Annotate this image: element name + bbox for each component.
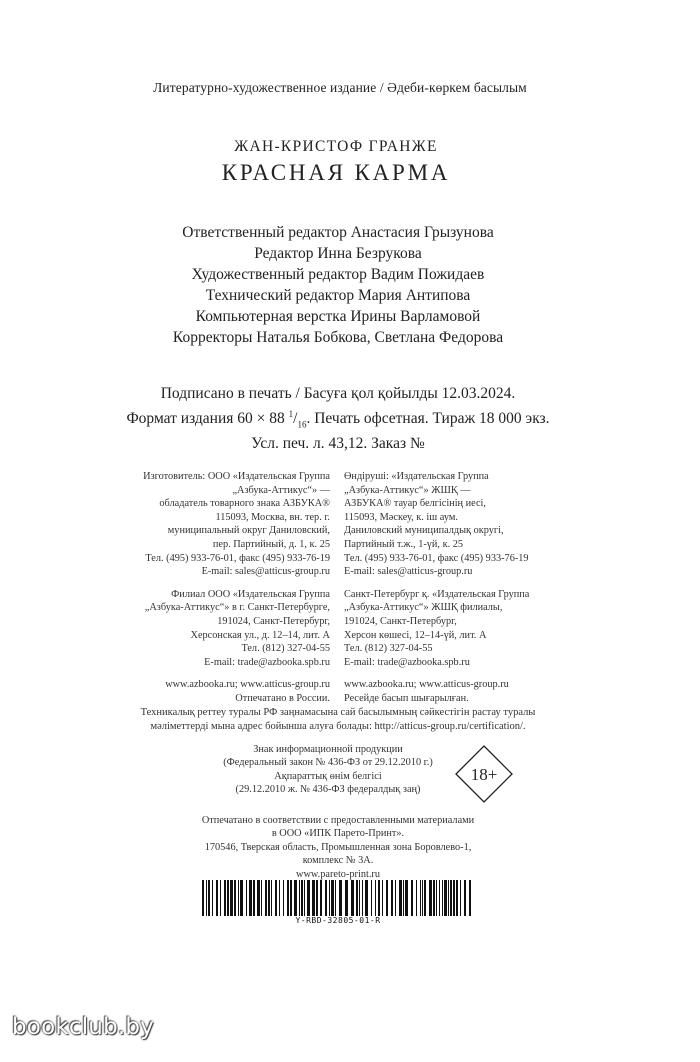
publisher-block-kz: Өндіруші: «Издательская Группа „Азбука-Аттикус“» ЖШҚ — АЗБУКА® тауар белгісінің иесі, 115093, Мәскеу, к. іш аум. Даниловский муниципалдық округі, Партийный т.ж., 1-үй, к. 25 Тел. (495) 933-76-01, факс (495) 933-76-19 E-mail: sales@atticus-group.ru Санкт-Петербург қ. «Издательская Группа „Азбука-Аттикус“» ЖШҚ филиалы, 191024, Санкт-Петербург, Херсон көшесі, 12–14-үй, лит. А Тел. (812) 327-04-55 E-mail: trade@azbooka.spb.ru www.azbooka.ru; www.atticus-group.ru Ресейде басып шығарылған.	[344, 471, 530, 704]
editorial-credits	[0, 222, 676, 348]
credit-line: Редактор Инна Безрукова	[254, 245, 422, 262]
credit-line: Корректоры Наталья Бобкова, Светлана Федорова	[172, 329, 504, 346]
credit-line: Ответственный редактор Анастасия Грызунова	[182, 224, 494, 241]
order-line: Усл. печ. л. 43,12. Заказ №	[251, 435, 425, 453]
tech-regulation-note: Техникалық реттеу туралы РФ заңнамасына сай басылымның сәйкестігін растау туралы мәліметтерді мына адрес бойынша алуға болады: http://atticus-group.ru/certification/.	[140, 707, 536, 732]
signed-line: Подписано в печать / Басуға қол қойылды 12.03.2024.	[160, 385, 516, 402]
genre-line: Литературно-художественное издание / Әдеби-көркем басылым	[153, 80, 527, 95]
barcode-icon	[202, 880, 474, 916]
book-title: КРАСНАЯ КАРМА	[221, 160, 451, 185]
credit-line: Художественный редактор Вадим Пожидаев	[191, 266, 485, 283]
credit-line: Технический редактор Мария Антипова	[205, 287, 471, 304]
watermark: bookclub.by	[12, 1014, 154, 1040]
author-name: ЖАН-КРИСТОФ ГРАНЖЕ	[234, 138, 438, 155]
credit-line: Компьютерная верстка Ирины Варламовой	[195, 308, 481, 325]
barcode-code: Y-RBD-32805-01-R	[295, 916, 381, 925]
production-info: Отпечатано в соответствии с предоставленными материалами в ООО «ИПК Парето-Принт». 170546, Тверская область, Промышленная зона Боровлево-1, комплекс № 3А. www.pareto-print.ru	[201, 815, 475, 880]
format-line: Формат издания 60 × 88 $^1/_{16}$. Печать офсетная. Тираж 18 000 экз.	[126, 409, 550, 430]
print-details	[0, 384, 676, 454]
publisher-block-ru: Изготовитель: ООО «Издательская Группа „Азбука-Аттикус“» — обладатель товарного знака АЗБУКА® 115093, Москва, вн. тер. г. муниципальный округ Даниловский, пер. Партийный, д. 1, к. 25 Тел. (495) 933-76-01, факс (495) 933-76-19 E-mail: sales@atticus-group.ru Филиал ООО «Издательская Группа „Азбука-Аттикус“» в г. Санкт-Петербурге, 191024, Санкт-Петербург, Херсонская ул., д. 12–14, лит. А Тел. (812) 327-04-55 E-mail: trade@azbooka.spb.ru www.azbooka.ru; www.atticus-group.ru Отпечатано в России.	[143, 471, 330, 704]
info-product-mark: Знак информационной продукции (Федеральный закон № 436-ФЗ от 29.12.2010 г.) Ақпараттық өнім белгісі (29.12.2010 ж. № 436-ФЗ федералдық заң)	[223, 744, 433, 796]
age-rating: 18+	[470, 765, 498, 784]
age-rating-diamond-icon	[454, 744, 514, 804]
